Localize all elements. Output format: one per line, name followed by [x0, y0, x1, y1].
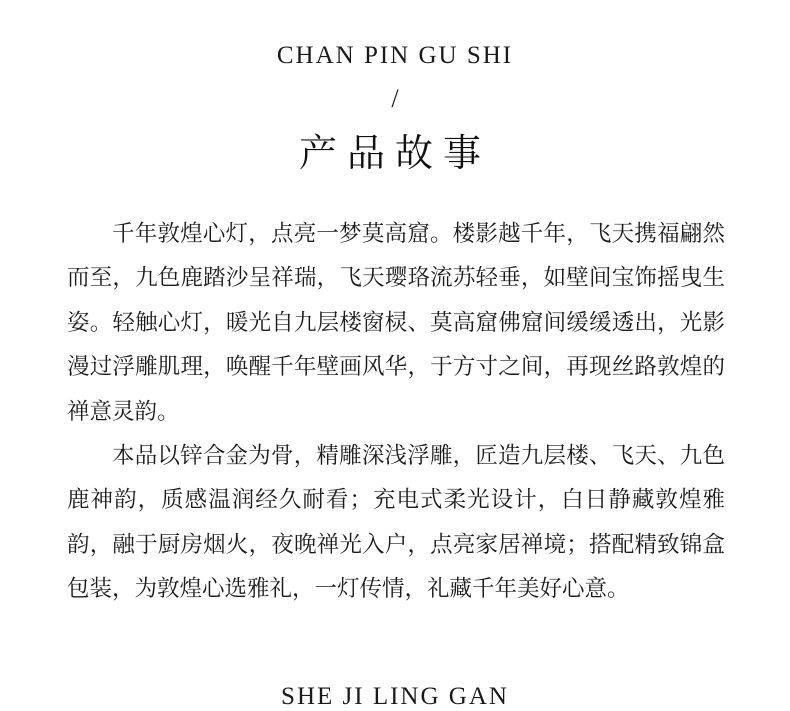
story-text-block: [67, 212, 725, 612]
section-title: 产品故事: [298, 131, 491, 175]
next-section-pinyin-heading: SHE JI LING GAN: [281, 683, 509, 710]
story-paragraph-2: 本品以锌合金为骨，精雕深浅浮雕，匠造九层楼、飞天、九色鹿神韵，质感温润经久耐看；充电式柔光设计，白日静藏敦煌雅韵，融于厨房烟火，夜晚禅光入户，点亮家居禅境；搭配精致锦盒包装，为敦煌心选雅礼，一灯传情，礼藏千年美好心意。: [67, 443, 725, 603]
heading-divider: /: [391, 84, 399, 113]
story-paragraph-1: 千年敦煌心灯，点亮一梦莫高窟。楼影越千年，飞天携福翩然而至，九色鹿踏沙呈祥瑞，飞天璎珞流苏轻垂，如壁间宝饰摇曳生姿。轻触心灯，暖光自九层楼窗棂、莫高窟佛窟间缓缓透出，光影漫过浮雕肌理，唤醒千年壁画风华，于方寸之间，再现丝路敦煌的禅意灵韵。: [67, 221, 725, 425]
section-pinyin-heading: CHAN PIN GU SHI: [276, 42, 514, 69]
